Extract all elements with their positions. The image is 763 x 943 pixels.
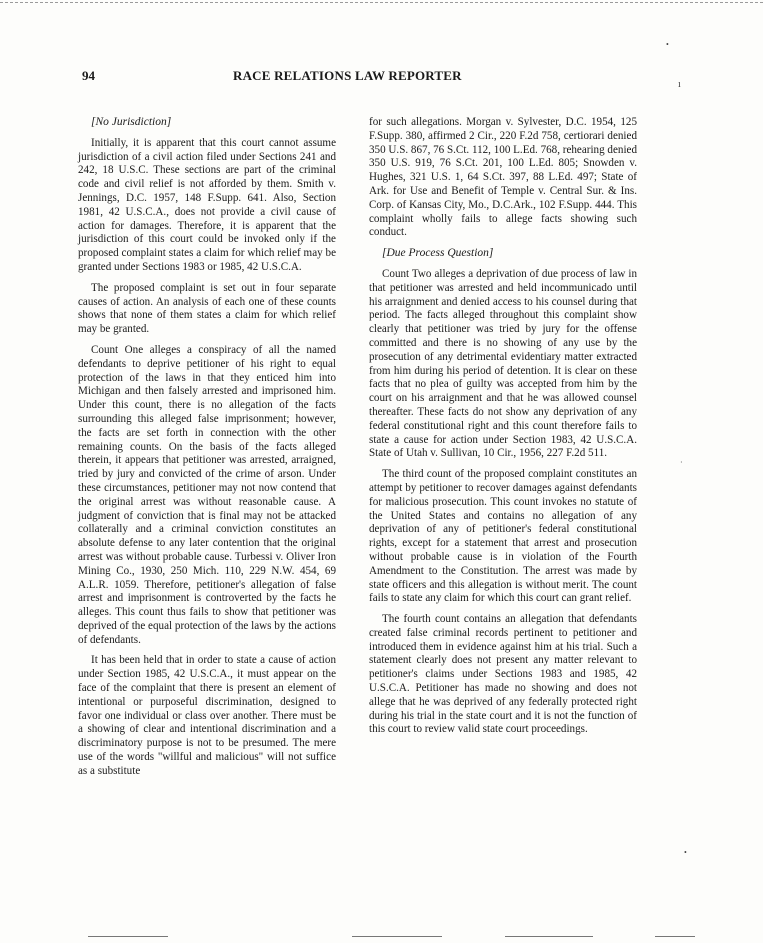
section-heading-due-process: [Due Process Question]	[382, 247, 494, 260]
paragraph-continuation: for such allegations. Morgan v. Sylvester, D.C. 1954, 125 F.Supp. 380, affirmed 2 Cir., 220 F.2d 758, certiorari denied 350 U.S. 867, 76 S.Ct. 112, 100 L.Ed. 768, rehearing denied 350 U.S. 919, 76 S.Ct. 201, 100 L.Ed. 805; Snowden v. Hughes, 321 U.S. 1, 64 S.Ct. 397, 88 L.Ed. 497; State of Ark. for Use and Benefit of Temple v. Central Sur. & Ins. Corp. of Kansas City, Mo., D.C.Ark., 102 F.Supp. 444. This complaint wholly fails to allege facts showing such conduct.	[369, 116, 637, 239]
paragraph: Count One alleges a conspiracy of all the named defendants to deprive petitioner of his right to equal protection of the laws in that they enticed him into Michigan and then falsely arrested and imprisoned him. Under this count, there is no allegation of the facts surrounding this alleged false imprisonment; however, the facts are set forth in connection with the other remaining counts. On the basis of the facts alleged therein, it appears that petitioner was arrested, arraigned, tried by jury and convicted of the crime of arson. Under these circumstances, petitioner may not now contend that the original arrest was without reasonable cause. A judgment of conviction that is final may not be attacked collaterally and a criminal conviction constitutes an absolute defense to any later contention that the original arrest was without probable cause. Turbessi v. Oliver Iron Mining Co., 1930, 250 Mich. 110, 229 N.W. 454, 69 A.L.R. 1059. Therefore, petitioner's allegation of false arrest and imprisonment is controverted by the facts he alleges. This count thus fails to show that petitioner was deprived of the equal protection of the laws by the actions of defendants.	[78, 343, 336, 646]
scan-speck: •	[684, 848, 687, 857]
paragraph: Initially, it is apparent that this court cannot assume jurisdiction of a civil action filed under Sections 241 and 242, 18 U.S.C. These sections are part of the criminal code and civil relief is not afforded by them. Smith v. Jennings, D.C. 1957, 148 F.Supp. 641. Also, Section 1981, 42 U.S.C.A., does not provide a civil cause of action for damages. Therefore, it is apparent that the jurisdiction of this court could be invoked only if the proposed complaint states a claim for which relief may be granted under Sections 1983 or 1985, 42 U.S.C.A.	[78, 136, 336, 273]
scan-speck: ı	[678, 79, 681, 90]
section-heading-no-jurisdiction: [No Jurisdiction]	[91, 116, 172, 128]
top-edge-dashed-border	[0, 2, 763, 3]
bottom-edge-line	[505, 936, 593, 937]
bottom-edge-line	[655, 936, 695, 937]
right-column	[369, 116, 637, 744]
scan-speck: •	[666, 40, 669, 49]
paragraph: The proposed complaint is set out in four separate causes of action. An analysis of each one of these counts shows that none of them states a claim for which relief may be granted.	[78, 281, 336, 336]
paragraph: Count Two alleges a deprivation of due process of law in that petitioner was arrested and held incommunicado until his arraignment and denied access to his counsel during that period. The facts alleged throughout this complaint show clearly that petitioner was tried by jury for the offense committed and there is no showing of any use by the prosecution of any detrimental evidentiary matter extracted from him during his period of detention. It is clear on these facts that no plea of guilty was accepted from him by the court on his arraignment and that he was allowed counsel thereafter. These facts do not show any deprivation of any federal constitutional right and this count therefore fails to state a cause for action under Section 1983, 42 U.S.C.A. State of Utah v. Sullivan, 10 Cir., 1956, 227 F.2d 511.	[369, 267, 637, 460]
bottom-edge-line	[88, 936, 168, 937]
paragraph: The fourth count contains an allegation that defendants created false criminal records pertinent to petitioner and introduced them in evidence against him at his trial. Such a statement clearly does not present any matter relevant to petitioner's claims under Sections 1983 and 1985, 42 U.S.C.A. Petitioner has made no showing and does not allege that he was deprived of any federally protected right during his trial in the state court and it is not the function of this court to review valid state court proceedings.	[369, 613, 637, 736]
paragraph: It has been held that in order to state a cause of action under Section 1985, 42 U.S.C.A., it must appear on the face of the complaint that there is present an element of intentional or purposeful discrimination, designed to favor one individual or class over another. There must be a showing of clear and intentional discrimination and a discriminatory purpose is not to be presumed. The mere use of the words "willful and malicious" will not suffice as a substitute	[78, 654, 336, 777]
scan-speck: ·	[680, 458, 683, 467]
paragraph: The third count of the proposed complaint constitutes an attempt by petitioner to recover damages against defendants for malicious prosecution. This count invokes no statute of the United States and contains no allegation of any deprivation of any of petitioner's federal constitutional rights, except for a statement that arrest and prosecution without probable cause is in violation of the Fourth Amendment to the Constitution. The arrest was made by state officers and this allegation is without merit. The count fails to state any claim for which this court can grant relief.	[369, 468, 637, 605]
running-head: RACE RELATIONS LAW REPORTER	[233, 68, 462, 83]
left-column	[78, 116, 336, 786]
bottom-edge-line	[352, 936, 442, 937]
page-number: 94	[82, 68, 95, 83]
